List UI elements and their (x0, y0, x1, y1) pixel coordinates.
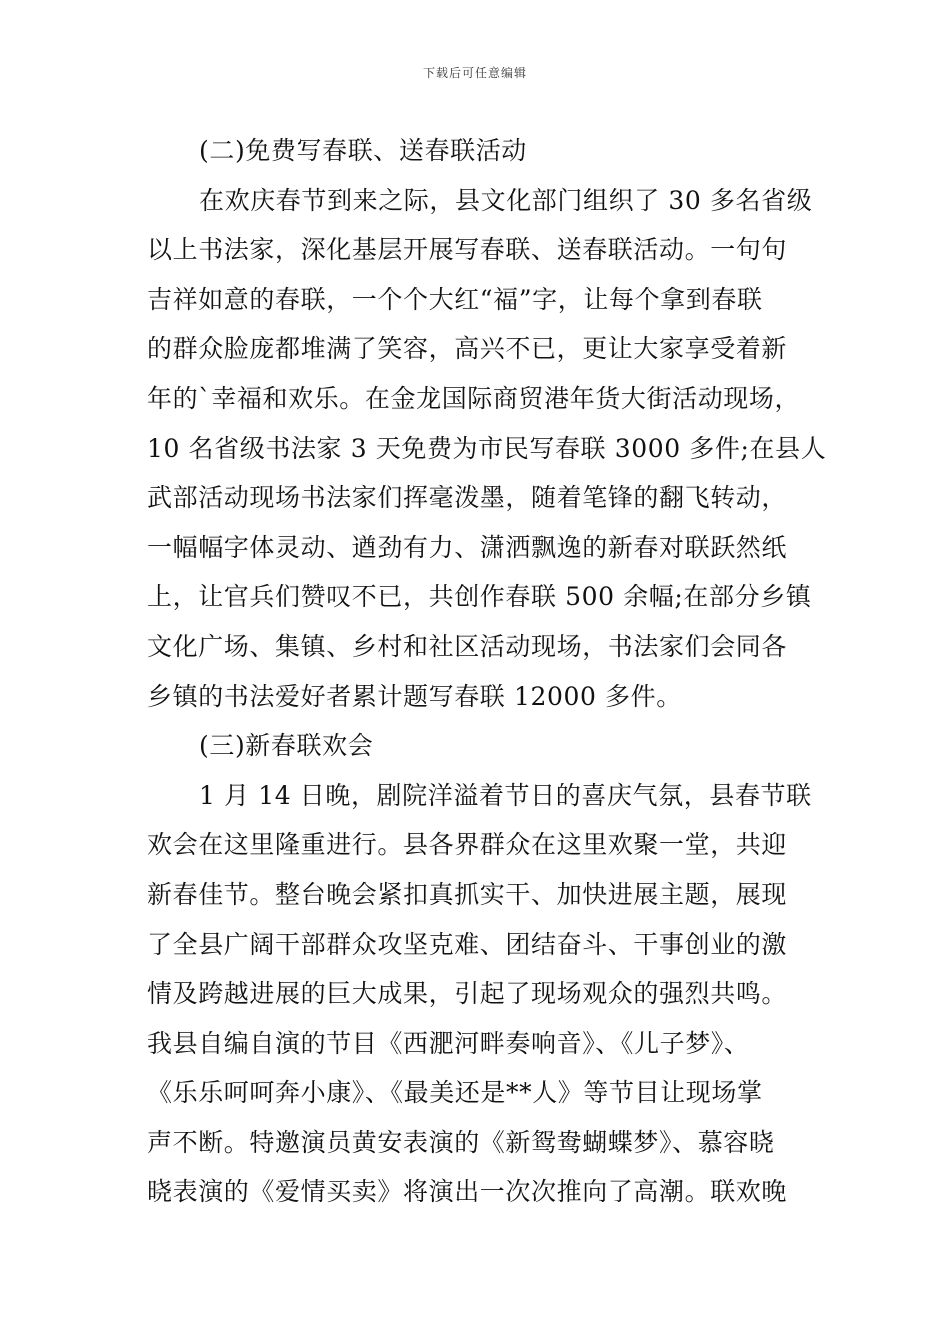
paragraph-line: 《乐乐呵呵奔小康》、《最美还是**人》等节目让现场掌 (147, 1078, 763, 1108)
paragraph-line: 欢会在这里隆重进行。县各界群众在这里欢聚一堂，共迎 (147, 830, 788, 860)
section-heading-2: (二)免费写春联、送春联活动 (199, 136, 527, 165)
paragraph-line: 在欢庆春节到来之际，县文化部门组织了 30 多名省级 (199, 185, 813, 215)
paragraph-line: 10 名省级书法家 3 天免费为市民写春联 3000 多件;在县人 (147, 433, 827, 463)
paragraph-line: 的群众脸庞都堆满了笑容，高兴不已，更让大家享受着新 (147, 334, 788, 364)
paragraph-line: 1 月 14 日晚，剧院洋溢着节日的喜庆气氛，县春节联 (199, 780, 812, 810)
document-body (147, 126, 827, 1217)
paragraph-line: 武部活动现场书法家们挥毫泼墨，随着笔锋的翻飞转动， (147, 483, 788, 513)
paragraph-line: 晓表演的《爱情买卖》将演出一次次推向了高潮。联欢晚 (147, 1177, 788, 1207)
paragraph-line: 乡镇的书法爱好者累计题写春联 12000 多件。 (147, 681, 682, 711)
paragraph-line: 声不断。特邀演员黄安表演的《新鸳鸯蝴蝶梦》、慕容晓 (147, 1127, 775, 1157)
paragraph-line: 文化广场、集镇、乡村和社区活动现场，书法家们会同各 (147, 631, 788, 661)
paragraph-line: 情及跨越进展的巨大成果，引起了现场观众的强烈共鸣。 (147, 979, 788, 1009)
paragraph-line: 以上书法家，深化基层开展写春联、送春联活动。一句句 (147, 235, 788, 265)
page-header: 下载后可任意编辑 (422, 66, 527, 80)
paragraph-line: 了全县广阔干部群众攻坚克难、团结奋斗、干事创业的激 (147, 929, 788, 959)
paragraph-line: 一幅幅字体灵动、遒劲有力、潇洒飘逸的新春对联跃然纸 (147, 532, 788, 562)
paragraph-line: 上，让官兵们赞叹不已，共创作春联 500 余幅;在部分乡镇 (147, 582, 812, 612)
paragraph-line: 年的`幸福和欢乐。在金龙国际商贸港年货大街活动现场， (147, 383, 801, 413)
paragraph-line: 吉祥如意的春联，一个个大红“福”字，让每个拿到春联 (147, 284, 763, 314)
paragraph-line: 新春佳节。整台晚会紧扣真抓实干、加快进展主题，展现 (147, 879, 788, 909)
section-heading-3: (三)新春联欢会 (199, 731, 374, 761)
paragraph-line: 我县自编自演的节目《西淝河畔奏响音》、《儿子梦》、 (147, 1028, 750, 1058)
